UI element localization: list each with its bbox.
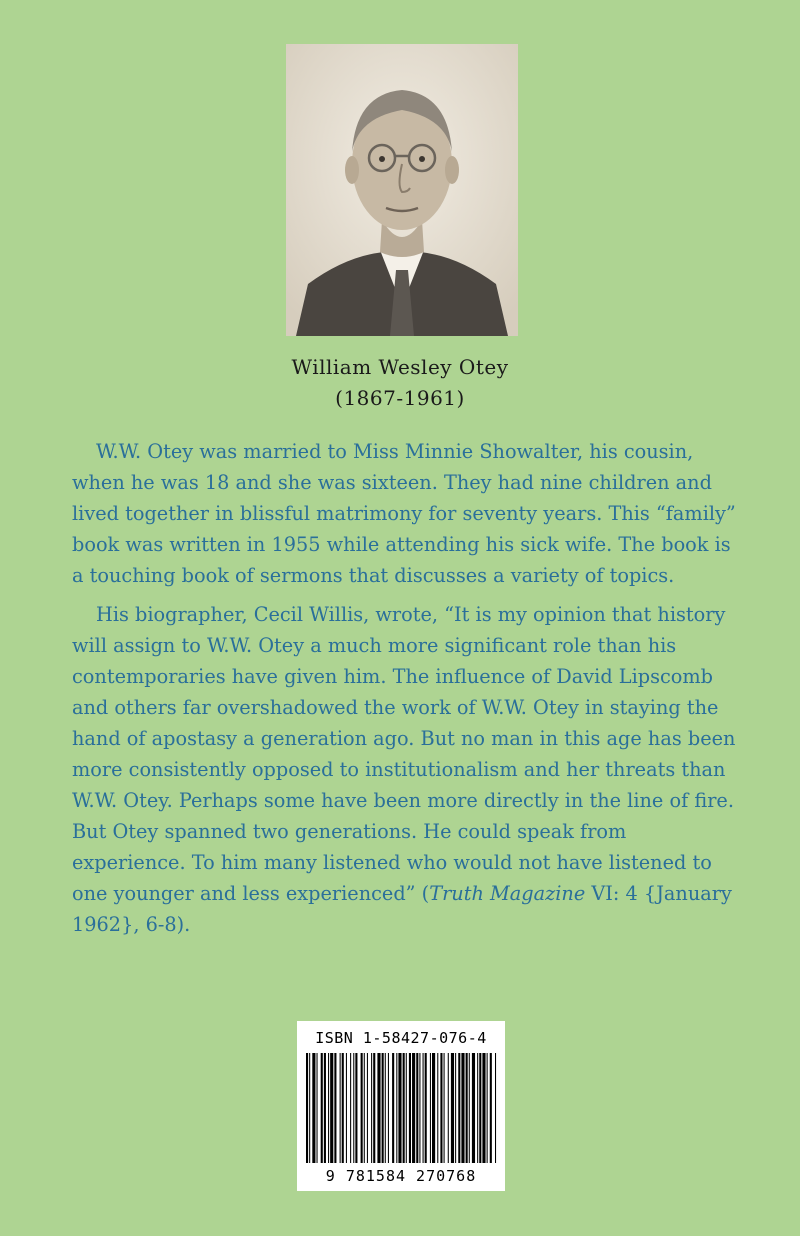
barcode-bar — [455, 1053, 456, 1163]
barcode-bar — [355, 1053, 357, 1163]
barcode-bar — [406, 1053, 407, 1163]
barcode-bar — [490, 1053, 492, 1163]
barcode-bar — [448, 1053, 449, 1163]
barcode-bar — [328, 1053, 329, 1163]
author-portrait — [286, 44, 518, 336]
barcode-bar — [451, 1053, 454, 1163]
barcode-bar — [412, 1053, 415, 1163]
barcode-bars — [304, 1053, 498, 1163]
barcode-bar — [350, 1053, 351, 1163]
barcode-bar — [416, 1053, 418, 1163]
barcode-bar — [324, 1053, 326, 1163]
barcode-bar — [440, 1053, 442, 1163]
barcode-bar — [398, 1053, 401, 1163]
barcode-bar — [364, 1053, 365, 1163]
barcode-bar — [423, 1053, 424, 1163]
quote-text: His biographer, Cecil Willis, wrote, “It is my opinion that history will assign to W.W. Otey a much more significant role than his contemporaries have given him. The influence of David Lipscomb and others far overshadowed the work of W.W. Otey in staying the hand of apostasy a generation ago. But no man in this age has been more consistently opposed to institutionalism and her threats than W.W. Otey. Perhaps some have been more directly in the line of fire. But Otey spanned two generations. He could speak from experience. To him many listened who would not have listened to one younger and less experienced” ( — [72, 603, 736, 905]
barcode-bar — [444, 1053, 445, 1163]
barcode-bar — [425, 1053, 427, 1163]
barcode-bar — [430, 1053, 431, 1163]
barcode-bar — [437, 1053, 438, 1163]
isbn-label: ISBN 1-58427-076-4 — [315, 1029, 487, 1047]
barcode-bar — [312, 1053, 315, 1163]
barcode-bar — [367, 1053, 368, 1163]
barcode-bar — [317, 1053, 318, 1163]
barcode-bar — [472, 1053, 475, 1163]
barcode-bar — [385, 1053, 386, 1163]
barcode-bar — [342, 1053, 344, 1163]
barcode-bar — [346, 1053, 347, 1163]
barcode-bar — [321, 1053, 323, 1163]
barcode-bar — [419, 1053, 420, 1163]
barcode-bar — [392, 1053, 394, 1163]
isbn-barcode — [297, 1021, 505, 1191]
barcode-bar — [340, 1053, 341, 1163]
barcode-bar — [371, 1053, 372, 1163]
barcode-bar — [432, 1053, 435, 1163]
barcode-bar — [373, 1053, 375, 1163]
barcode-bar — [306, 1053, 308, 1163]
blurb-paragraph-quote — [72, 599, 737, 940]
barcode-bar — [469, 1053, 470, 1163]
barcode-bar — [330, 1053, 333, 1163]
citation-details: VI: 4 {January 1962}, 6-8). — [72, 882, 732, 936]
blurb-paragraph: W.W. Otey was married to Miss Minnie Showalter, his cousin, when he was 18 and she was sixteen. They had nine children and lived together in blissful matrimony for seventy years. This “family” book was written in 1955 while attending his sick wife. The book is a touching book of sermons that discusses a variety of topics. — [72, 440, 736, 587]
barcode-bar — [487, 1053, 488, 1163]
barcode-bar — [409, 1053, 411, 1163]
barcode-bar — [361, 1053, 363, 1163]
barcode-bar — [495, 1053, 496, 1163]
barcode-bar — [461, 1053, 464, 1163]
barcode-bar — [377, 1053, 380, 1163]
barcode-bar — [466, 1053, 468, 1163]
citation-title: Truth Magazine — [429, 882, 586, 905]
barcode-bar — [482, 1053, 485, 1163]
barcode-bar — [388, 1053, 389, 1163]
ean-number: 9 781584 270768 — [325, 1167, 477, 1185]
barcode-bar — [382, 1053, 384, 1163]
portrait-caption-name: William Wesley Otey — [291, 355, 509, 379]
barcode-bar — [458, 1053, 460, 1163]
barcode-bar — [353, 1053, 354, 1163]
back-cover-blurb — [72, 436, 737, 948]
barcode-bar — [477, 1053, 478, 1163]
barcode-bar — [334, 1053, 336, 1163]
barcode-bar — [403, 1053, 405, 1163]
portrait-caption-years: (1867-1961) — [335, 386, 465, 410]
barcode-bar — [396, 1053, 397, 1163]
barcode-bar — [309, 1053, 310, 1163]
barcode-bar — [479, 1053, 481, 1163]
